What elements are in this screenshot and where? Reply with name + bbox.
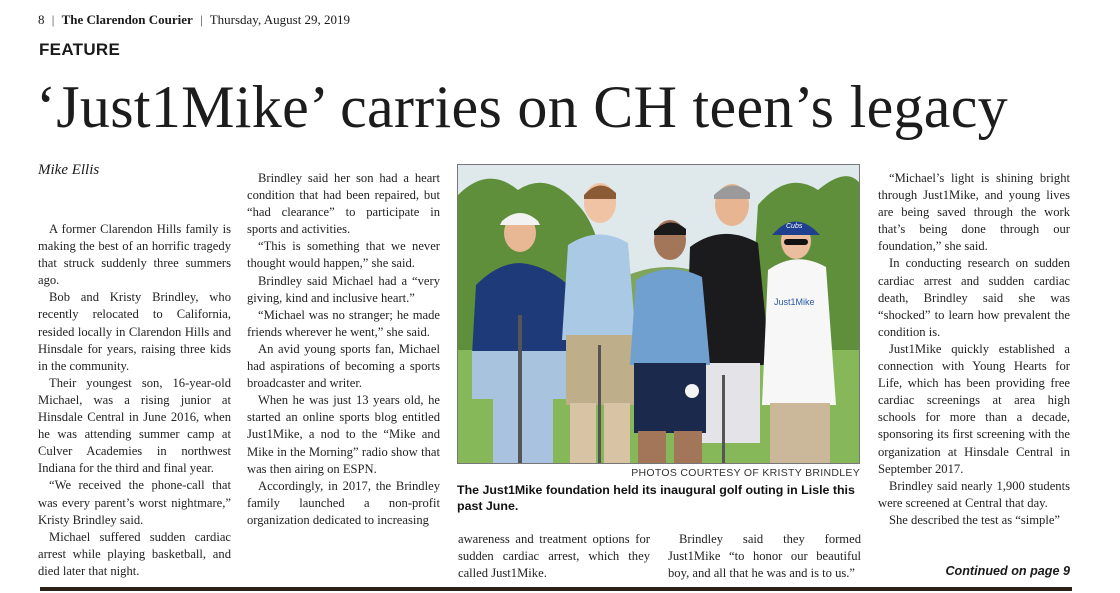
paragraph: In conducting research on sudden cardiac arrest and sudden cardiac death, Brindley said she was “shocked” to learn how prevalent the condition is. [878, 256, 1070, 339]
photo-caption: The Just1Mike foundation held its inaugural golf outing in Lisle this past June. [457, 483, 855, 513]
paper-name: The Clarendon Courier [61, 12, 193, 27]
article-column-5 [878, 170, 1070, 529]
page-header [38, 12, 350, 28]
paragraph: Accordingly, in 2017, the Brindley family launched a non-profit organization dedicated to increasing [247, 478, 440, 527]
issue-date: Thursday, August 29, 2019 [209, 12, 351, 27]
header-separator: | [51, 12, 55, 27]
article-column-4 [668, 531, 861, 582]
paragraph: An avid young sports fan, Michael had aspirations of becoming a sports broadcaster and writer. [247, 341, 440, 391]
section-label: FEATURE [39, 40, 121, 59]
paragraph: Bob and Kristy Brindley, who recently relocated to California, resided locally in Clarendon Hills and Hinsdale for years, raising three kids in the community. [38, 290, 231, 373]
paragraph: Just1Mike quickly established a connection with Young Hearts for Life, which has been providing free cardiac screenings at area high schools for more than a decade, sponsoring its first screening with the organization at Hinsdale Central in September 2017. [878, 341, 1070, 476]
header-separator-2: | [200, 12, 203, 27]
paragraph: When he was just 13 years old, he started an online sports blog entitled Just1Mike, a nod to the “Mike and Mike in the Morning” radio show that was then airing on ESPN. [247, 393, 440, 476]
paragraph: Michael suffered sudden cardiac arrest while playing basketball, and died later that night. [38, 529, 231, 578]
article-column-3 [458, 531, 650, 582]
article-column-2 [247, 170, 440, 529]
paragraph: A former Clarendon Hills family is making the best of an horrific tragedy that struck suddenly three summers ago. [38, 222, 231, 288]
cap-logo: Cubs [786, 223, 803, 230]
paragraph: Brindley said nearly 1,900 students were screened at Central that day. [878, 478, 1070, 510]
paragraph: “We received the phone-call that was every parent’s worst nightmare,” Kristy Brindley said. [38, 478, 231, 527]
byline: Mike Ellis [38, 162, 100, 178]
paragraph: awareness and treatment options for sudden cardiac arrest, which they called Just1Mike. [458, 532, 650, 581]
paragraph: “This is something that we never thought would happen,” she said. [247, 239, 440, 271]
paragraph: “Michael’s light is shining bright through Just1Mike, and young lives are being saved through the work that’s being done through our foundation,” she said. [878, 171, 1070, 254]
paragraph: She described the test as “simple” [889, 512, 1061, 527]
golf-outing-photo [458, 165, 860, 464]
article-photo [457, 164, 860, 464]
paragraph: Brindley said they formed Just1Mike “to honor our beautiful boy, and all that he was and is to us.” [668, 532, 861, 581]
photo-credit: PHOTOS COURTESY OF KRISTY BRINDLEY [631, 467, 860, 479]
paragraph: Brindley said Michael had a “very giving, kind and inclusive heart.” [247, 273, 440, 305]
footer-rule [40, 587, 1072, 591]
shirt-logo: Just1Mike [774, 297, 815, 307]
paragraph: Brindley said her son had a heart condition that had been repaired, but “had clearance” to participate in sports and activities. [247, 171, 440, 237]
continued-on-link[interactable]: Continued on page 9 [945, 564, 1070, 578]
paragraph: Their youngest son, 16-year-old Michael, was a rising junior at Hinsdale Central in June 2016, when he was attending summer camp at Culver Academies in northwest Indiana for the third and final year. [38, 375, 231, 476]
paragraph: “Michael was no stranger; he made friends wherever he went,” she said. [247, 307, 440, 339]
article-column-1 [38, 221, 231, 580]
page-number: 8 [38, 12, 45, 27]
headline: ‘Just1Mike’ carries on CH teen’s legacy [36, 74, 1008, 140]
